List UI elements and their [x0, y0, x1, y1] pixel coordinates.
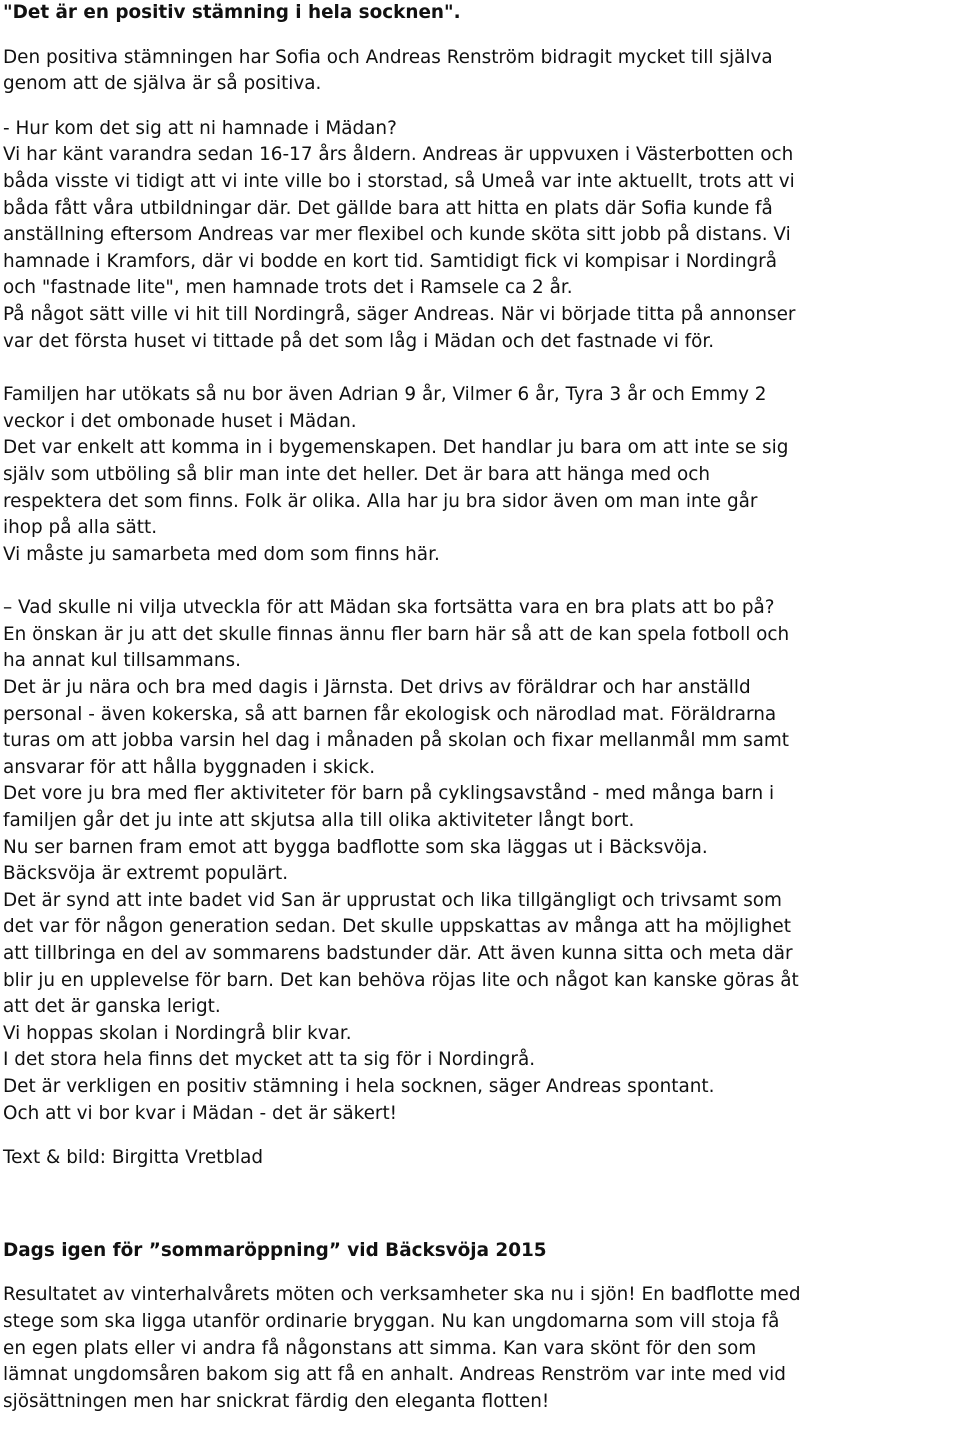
text-line: Den positiva stämningen har Sofia och Andreas Renström bidragit mycket till själva	[3, 46, 773, 68]
document-page	[3, 0, 957, 1415]
text-line: respektera det som finns. Folk är olika. Alla har ju bra sidor även om man inte går	[3, 490, 758, 512]
article-section-origin	[3, 116, 957, 355]
text-line: sjösättningen men har snickrat färdig den eleganta flotten!	[3, 1390, 550, 1412]
text-line: Vi måste ju samarbeta med dom som finns här.	[3, 543, 440, 565]
text-line: anställning eftersom Andreas var mer flexibel och kunde sköta sitt jobb på distans. Vi	[3, 224, 791, 246]
spacer	[3, 1127, 957, 1145]
text-line: familjen går det ju inte att skjutsa alla till olika aktiviteter långt bort.	[3, 810, 635, 832]
article2-title: Dags igen för ”sommaröppning” vid Bäcksvöja 2015	[3, 1239, 547, 1261]
text-line: turas om att jobba varsin hel dag i månaden på skolan och fixar mellanmål mm samt	[3, 730, 790, 752]
text-line: I det stora hela finns det mycket att ta sig för i Nordingrå.	[3, 1049, 536, 1071]
text-line: Det vore ju bra med fler aktiviteter för barn på cyklingsavstånd - med många barn i	[3, 783, 775, 805]
article-section-family	[3, 382, 957, 568]
text-line: det var för någon generation sedan. Det skulle uppskattas av många att ha möjlighet	[3, 916, 791, 938]
spacer	[3, 1172, 957, 1238]
text-line: själv som utböling så blir man inte det heller. Det är bara att hänga med och	[3, 463, 711, 485]
text-line: Vi har känt varandra sedan 16-17 års åldern. Andreas är uppvuxen i Västerbotten och	[3, 144, 794, 166]
text-line: Det är ju nära och bra med dagis i Järnsta. Det drivs av föräldrar och har anställd	[3, 677, 751, 699]
text-line: Och att vi bor kvar i Mädan - det är säkert!	[3, 1102, 398, 1124]
article-section-future	[3, 595, 957, 1127]
text-line: Familjen har utökats så nu bor även Adrian 9 år, Vilmer 6 år, Tyra 3 år och Emmy 2	[3, 384, 767, 406]
text-line: personal - även kokerska, så att barnen får ekologisk och närodlad mat. Föräldrarna	[3, 703, 777, 725]
text-line: båda fått våra utbildningar där. Det gällde bara att hitta en plats där Sofia kunde få	[3, 197, 773, 219]
text-line: Det är verkligen en positiv stämning i hela socknen, säger Andreas spontant.	[3, 1075, 715, 1097]
spacer	[3, 355, 957, 382]
text-line: Resultatet av vinterhalvårets möten och verksamheter ska nu i sjön! En badflotte med	[3, 1284, 801, 1306]
article-intro	[3, 45, 957, 98]
text-line: veckor i det ombonade huset i Mädan.	[3, 410, 357, 432]
spacer	[3, 568, 957, 595]
text-line: En önskan är ju att det skulle finnas ännu fler barn här så att de kan spela fotboll och	[3, 623, 790, 645]
spacer	[3, 98, 957, 116]
spacer	[3, 1264, 957, 1282]
text-line: ha annat kul tillsammans.	[3, 650, 241, 672]
article-title: "Det är en positiv stämning i hela socknen".	[3, 2, 461, 23]
text-line: båda visste vi tidigt att vi inte ville bo i storstad, så Umeå var inte aktuellt, trots att vi	[3, 170, 795, 192]
text-line: att tillbringa en del av sommarens badstunder där. Att även kunna sitta och meta där	[3, 943, 793, 964]
text-line: På något sätt ville vi hit till Nordingrå, säger Andreas. När vi började titta på annonser	[3, 303, 796, 325]
text-line: Det är synd att inte badet vid San är upprustat och lika tillgängligt och trivsamt som	[3, 889, 782, 911]
text-line: Vi hoppas skolan i Nordingrå blir kvar.	[3, 1022, 352, 1044]
text-line: Nu ser barnen fram emot att bygga badflotte som ska läggas ut i Bäcksvöja.	[3, 836, 708, 858]
text-line: var det första huset vi tittade på det som låg i Mädan och det fastnade vi för.	[3, 330, 715, 352]
text-line: blir ju en upplevelse för barn. Det kan behöva röjas lite och något kan kanske göras åt	[3, 969, 799, 991]
text-line: en egen plats eller vi andra få någonstans att simma. Kan vara skönt för den som	[3, 1337, 757, 1359]
text-line: genom att de själva är så positiva.	[3, 73, 322, 95]
article-credit: Text & bild: Birgitta Vretblad	[3, 1147, 264, 1169]
text-line: Bäcksvöja är extremt populärt.	[3, 863, 289, 885]
article2-body	[3, 1282, 957, 1415]
text-line: att det är ganska lerigt.	[3, 996, 221, 1018]
text-line: hamnade i Kramfors, där vi bodde en kort tid. Samtidigt fick vi kompisar i Nordingrå	[3, 250, 777, 272]
text-line: och "fastnade lite", men hamnade trots det i Ramsele ca 2 år.	[3, 277, 573, 299]
text-line: ansvarar för att hålla byggnaden i skick.	[3, 756, 376, 778]
text-line: lämnat ungdomsåren bakom sig att få en anhalt. Andreas Renström var inte med vid	[3, 1364, 786, 1386]
question-line: - Hur kom det sig att ni hamnade i Mädan?	[3, 117, 397, 139]
text-line: Det var enkelt att komma in i bygemenskapen. Det handlar ju bara om att inte se sig	[3, 437, 789, 459]
question-line: – Vad skulle ni vilja utveckla för att Mädan ska fortsätta vara en bra plats att bo på?	[3, 597, 775, 619]
text-line: ihop på alla sätt.	[3, 517, 158, 539]
spacer	[3, 27, 957, 45]
text-line: stege som ska ligga utanför ordinarie bryggan. Nu kan ungdomarna som vill stoja få	[3, 1310, 780, 1332]
